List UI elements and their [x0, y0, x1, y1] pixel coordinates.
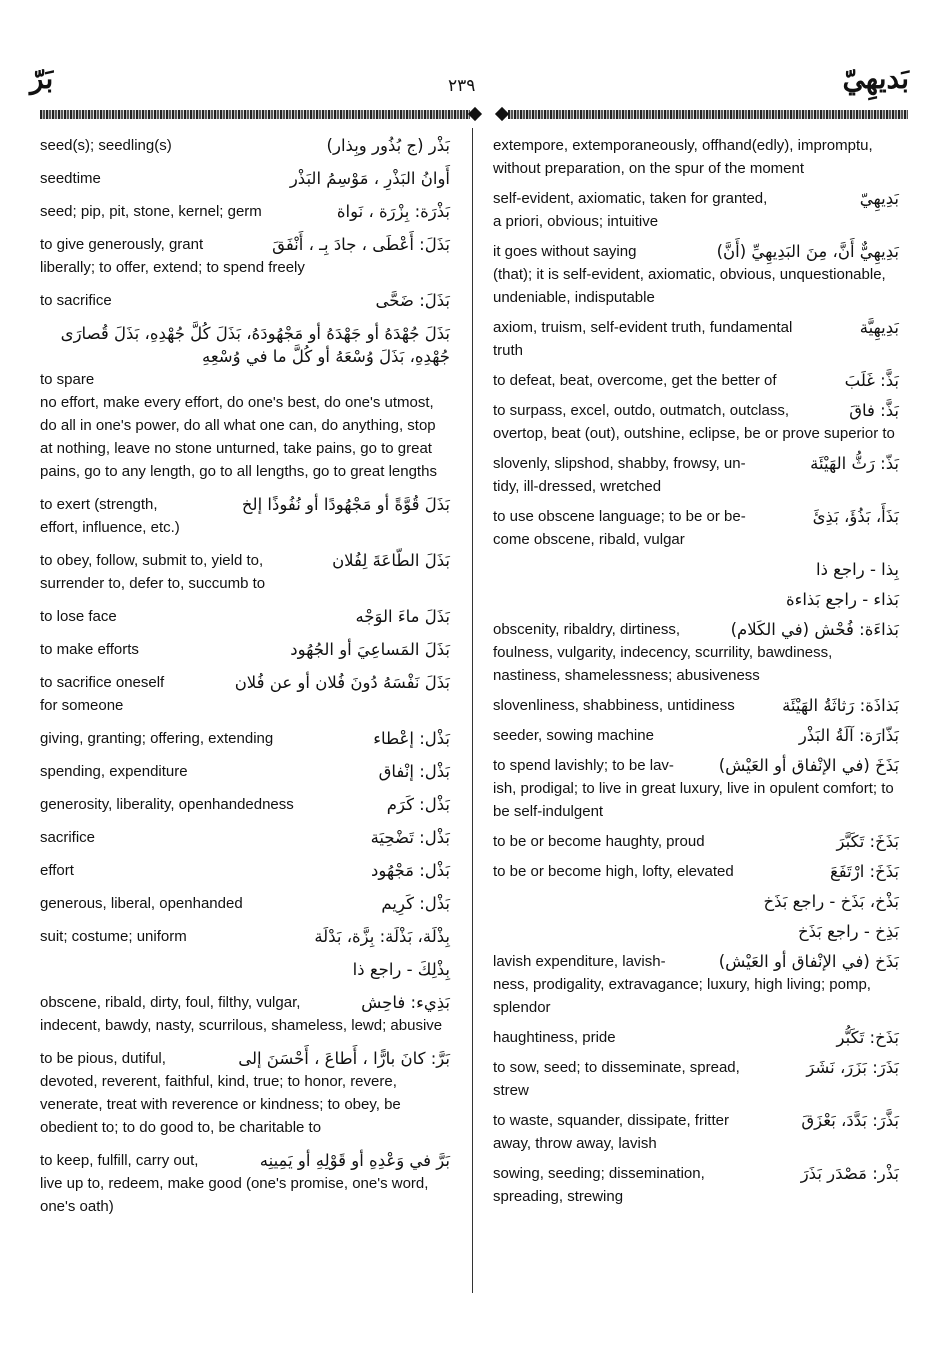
english-definition-continued: devoted, reverent, faithful, kind, true; to honor, revere, venerate, treat with reverence or kindness; to obey, be obedient to; to do good to, be charitable to: [40, 1073, 401, 1136]
dictionary-entry: [40, 859, 450, 882]
right-column: [493, 134, 899, 1215]
dictionary-entry: [493, 240, 899, 309]
english-definition: to lose face: [40, 608, 117, 625]
arabic-headword: بَذَلَ نَفْسَهُ دُونَ فُلان أو عن فُلان: [234, 673, 450, 692]
arabic-headword: بَذَخَ (في الإنْفاق أو العَيْش): [718, 756, 899, 775]
dictionary-entry: [40, 638, 450, 661]
english-definition: to use obscene language; to be or be-: [493, 508, 746, 525]
english-definition: obscene, ribald, dirty, foul, filthy, vulgar,: [40, 994, 301, 1011]
arabic-headword: بَذَرَ: بَزَرَ، نَشَرَ: [806, 1058, 899, 1077]
english-definition-continued: foulness, vulgarity, indecency, scurrility, bawdiness, nastiness, shamelessness; abusiveness: [493, 644, 833, 684]
dictionary-entry: [493, 588, 899, 611]
dictionary-entry: [493, 452, 899, 498]
dictionary-entry: [493, 369, 899, 392]
english-definition-continued: live up to, redeem, make good (one's promise, one's word, one's oath): [40, 1175, 429, 1215]
arabic-headword: بَذَخ: تَكَبُّر: [836, 1028, 899, 1047]
english-definition: seed(s); seedling(s): [40, 137, 172, 154]
header-rule-left: [40, 110, 470, 119]
english-definition-continued: spreading, strewing: [493, 1188, 624, 1205]
english-definition-continued: ish, prodigal; to live in great luxury, live in opulent comfort; to be self-indulgent: [493, 780, 894, 820]
dictionary-entry: [40, 1149, 450, 1218]
english-definition: to sow, seed; to disseminate, spread,: [493, 1059, 740, 1076]
dictionary-entry: [40, 826, 450, 849]
english-definition: to exert (strength,: [40, 496, 158, 513]
arabic-headword: بَذَّ: فاقَ: [849, 401, 899, 420]
english-definition: to make efforts: [40, 641, 139, 658]
english-definition: to sacrifice: [40, 292, 112, 309]
english-definition: axiom, truism, self-evident truth, fundamental: [493, 319, 793, 336]
dictionary-entry: [493, 754, 899, 823]
page-number: ٢٣٩: [448, 76, 476, 96]
dictionary-entry: [493, 399, 899, 445]
arabic-headword: بَذَأَ، بَذُؤَ، بَذِئَ: [812, 507, 899, 526]
dictionary-entry: [493, 890, 899, 913]
arabic-headword: بَذاذَة: رَثاثَةُ الهَيْئَة: [782, 696, 899, 715]
arabic-headword: بَذِيء: فاحِش: [361, 993, 450, 1012]
arabic-headword: بَذْخ، بَذَخ - راجع بَذَخ: [763, 892, 899, 911]
english-definition: lavish expenditure, lavish-: [493, 953, 666, 970]
dictionary-entry: [493, 187, 899, 233]
english-definition: to be pious, dutiful,: [40, 1050, 166, 1067]
dictionary-entry: [40, 925, 450, 948]
english-definition: to spare: [40, 371, 95, 388]
dictionary-entry: [493, 316, 899, 362]
dictionary-entry: [493, 724, 899, 747]
english-definition: seed; pip, pit, stone, kernel; germ: [40, 203, 262, 220]
english-definition: it goes without saying: [493, 243, 637, 260]
dictionary-entry: [40, 727, 450, 750]
english-definition: to be or become high, lofty, elevated: [493, 863, 734, 880]
arabic-headword: بَذّ: رَثُّ الهَيْئَة: [810, 454, 899, 473]
english-definition: self-evident, axiomatic, taken for granted,: [493, 190, 768, 207]
dictionary-entry: [493, 1162, 899, 1208]
arabic-headword: بَذْل: إنْفاق: [378, 762, 450, 781]
arabic-headword: بَذِخ - راجع بَذَخ: [797, 922, 899, 941]
arabic-headword: بِذا - راجع ذا: [816, 560, 899, 579]
arabic-headword: بَذْل: تَضْحِيَة: [370, 828, 450, 847]
dictionary-entry: [40, 760, 450, 783]
english-definition: slovenliness, shabbiness, untidiness: [493, 697, 735, 714]
english-definition: effort: [40, 862, 74, 879]
left-column: [40, 134, 450, 1228]
arabic-headword: بَدِيهِيٌّ أَنَّ، مِنَ البَدِيهِيِّ (أَنَّ): [716, 242, 899, 261]
english-definition: to surpass, excel, outdo, outmatch, outclass,: [493, 402, 789, 419]
arabic-headword: بَذاءَة: فُحْش (في الكَلام): [730, 620, 899, 639]
arabic-headword: بَذَلَ ماءَ الوَجْه: [355, 607, 450, 626]
english-definition-continued: away, throw away, lavish: [493, 1135, 657, 1152]
dictionary-entry: [493, 618, 899, 687]
arabic-headword: بَذَلَ المَساعِيَ أو الجُهُود: [290, 640, 450, 659]
arabic-headword: بِذْلِكَ - راجع ذا: [352, 960, 450, 979]
arabic-headword: بَرَّ: كانَ بارًّا ، أَطاعَ ، أَحْسَنَ إلى: [238, 1049, 450, 1068]
dictionary-entry: [40, 1047, 450, 1139]
english-definition: giving, granting; offering, extending: [40, 730, 274, 747]
english-definition: to spend lavishly; to be lav-: [493, 757, 674, 774]
dictionary-entry: [40, 958, 450, 981]
dictionary-entry: [493, 1056, 899, 1102]
english-definition-continued: liberally; to offer, extend; to spend freely: [40, 259, 305, 276]
english-definition: to sacrifice oneself: [40, 674, 165, 691]
english-definition-continued: tidy, ill-dressed, wretched: [493, 478, 662, 495]
dictionary-entry: [40, 605, 450, 628]
english-definition: to be or become haughty, proud: [493, 833, 705, 850]
english-definition-continued: effort, influence, etc.): [40, 519, 180, 536]
dictionary-entry: [493, 558, 899, 581]
arabic-headword: بَرَّ في وَعْدِهِ أو قَوْلِهِ أو يَمِينِه: [259, 1151, 450, 1170]
arabic-headword: بَذْر: مَصْدَر بَذَرَ: [800, 1164, 899, 1183]
dictionary-entry: [40, 233, 450, 279]
english-definition-continued: ness, prodigality, extravagance; luxury, high living; pomp, splendor: [493, 976, 871, 1016]
arabic-headword: بَذَلَ جُهْدَهُ أو جَهْدَهُ أو مَجْهُودَهُ، بَذَلَ كُلَّ جُهْدِهِ، بَذَلَ قُصارَى جُهْدِهِ، بَذَلَ وُسْعَهُ أو كُلَّ ما في وُسْعِهِ: [60, 324, 450, 366]
dictionary-entry: [40, 671, 450, 717]
english-definition-continued: surrender to, defer to, succumb to: [40, 575, 266, 592]
dictionary-entry: [40, 134, 450, 157]
english-definition: generosity, liberality, openhandedness: [40, 796, 294, 813]
english-definition-continued: indecent, bawdy, nasty, scurrilous, shameless, lewd; abusive: [40, 1017, 443, 1034]
english-definition-continued: overtop, beat (out), outshine, eclipse, be or prove superior to: [493, 425, 895, 442]
arabic-headword: بَذْرَة: بِزْرَة ، نَواة: [336, 202, 450, 221]
dictionary-entry: [40, 991, 450, 1037]
dictionary-entry: [493, 505, 899, 551]
english-definition-continued: strew: [493, 1082, 529, 1099]
dictionary-entry: [40, 793, 450, 816]
english-definition: generous, liberal, openhanded: [40, 895, 243, 912]
dictionary-entry: [493, 950, 899, 1019]
english-definition: suit; costume; uniform: [40, 928, 187, 945]
column-divider: [472, 128, 473, 1293]
english-definition-continued: no effort, make every effort, do one's best, do one's utmost, do all in one's power, do all what one can, do anything, stop at nothing, leave no stone unturned, take pains, go to great pains, go to any length, go to all lengths, go to great lengths: [40, 394, 437, 480]
dictionary-entry: [40, 892, 450, 915]
dictionary-entry: [40, 167, 450, 190]
dictionary-entry: [493, 1109, 899, 1155]
dictionary-entry: [493, 694, 899, 717]
dictionary-entry: [493, 1026, 899, 1049]
english-definition: haughtiness, pride: [493, 1029, 616, 1046]
dictionary-entry: [40, 200, 450, 223]
english-definition-continued: truth: [493, 342, 524, 359]
arabic-headword: بَذَلَ قُوَّةً أو مَجْهُودًا أو نُفُوذًا إلخ: [241, 495, 450, 514]
english-definition-continued: (that); it is self-evident, axiomatic, obvious, unquestionable, undeniable, indisputable: [493, 266, 886, 306]
arabic-headword: بَذَّ: غَلَبَ: [844, 371, 899, 390]
arabic-headword: بَذَخَ: تَكَبَّرَ: [836, 832, 899, 851]
arabic-headword: بَذْل: كَرَم: [386, 795, 450, 814]
english-definition: to obey, follow, submit to, yield to,: [40, 552, 264, 569]
arabic-headword: بَذَلَ: أَعْطَى ، جادَ بِـ ، أَنْفَقَ: [272, 235, 450, 254]
dictionary-entry: [493, 920, 899, 943]
arabic-headword: بَدِيهِيّ: [859, 189, 899, 208]
english-definition-continued: come obscene, ribald, vulgar: [493, 531, 685, 548]
header-rule-right: [508, 110, 908, 119]
arabic-headword: بَذَلَ الطّاعَةَ لِفُلان: [332, 551, 450, 570]
arabic-headword: بَذَلَ: ضَحَّى: [375, 291, 450, 310]
dictionary-entry: [40, 493, 450, 539]
arabic-headword: بَذْل: كَرِيم: [381, 894, 450, 913]
english-definition: seedtime: [40, 170, 101, 187]
english-definition: obscenity, ribaldry, dirtiness,: [493, 621, 681, 638]
arabic-headword: بَدِيهِيَّة: [859, 318, 899, 337]
dictionary-entry: [40, 289, 450, 312]
arabic-headword: بَذاء - راجع بَذاءة: [785, 590, 899, 609]
arabic-headword: بَذّارَة: آلَةُ البَذْر: [798, 726, 899, 745]
english-definition: spending, expenditure: [40, 763, 188, 780]
dictionary-entry: [493, 830, 899, 853]
english-definition: to keep, fulfill, carry out,: [40, 1152, 199, 1169]
running-head-right: بَديهِيّ: [842, 62, 909, 95]
english-definition: to waste, squander, dissipate, fritter: [493, 1112, 729, 1129]
arabic-headword: بِذْلَة، بَذْلَة: بِزَّة، بَدْلَة: [314, 927, 450, 946]
dictionary-entry: [493, 860, 899, 883]
english-definition: to give generously, grant: [40, 236, 204, 253]
arabic-headword: بَذْل: مَجْهُود: [370, 861, 450, 880]
arabic-headword: بَذَخَ: ارْتَفَعَ: [830, 862, 899, 881]
english-definition: sacrifice: [40, 829, 96, 846]
english-definition-continued: a priori, obvious; intuitive: [493, 213, 659, 230]
english-definition: to defeat, beat, overcome, get the better of: [493, 372, 777, 389]
english-definition: sowing, seeding; dissemination,: [493, 1165, 705, 1182]
rule-diamond-ornament: [495, 107, 509, 121]
dictionary-entry: [493, 134, 899, 180]
english-definition: extempore, extemporaneously, offhand(edly), impromptu, without preparation, on the spur of the moment: [493, 137, 873, 177]
arabic-headword: بَذْل: إعْطاء: [373, 729, 450, 748]
rule-diamond-ornament: [468, 107, 482, 121]
english-definition-continued: for someone: [40, 697, 124, 714]
dictionary-entry: [40, 549, 450, 595]
dictionary-entry: [40, 322, 450, 483]
arabic-headword: بَذْر (ج بُذُور وبِذار): [326, 136, 450, 155]
running-head-left: بَرّ: [30, 62, 54, 95]
arabic-headword: بَذَخ (في الإنْفاق أو العَيْش): [718, 952, 899, 971]
arabic-headword: بَذَّرَ: بَدَّدَ، بَعْزَقَ: [801, 1111, 899, 1130]
english-definition: slovenly, slipshod, shabby, frowsy, un-: [493, 455, 746, 472]
arabic-headword: أَوانُ البَذْرِ ، مَوْسِمُ البَذْر: [289, 169, 450, 188]
english-definition: seeder, sowing machine: [493, 727, 654, 744]
